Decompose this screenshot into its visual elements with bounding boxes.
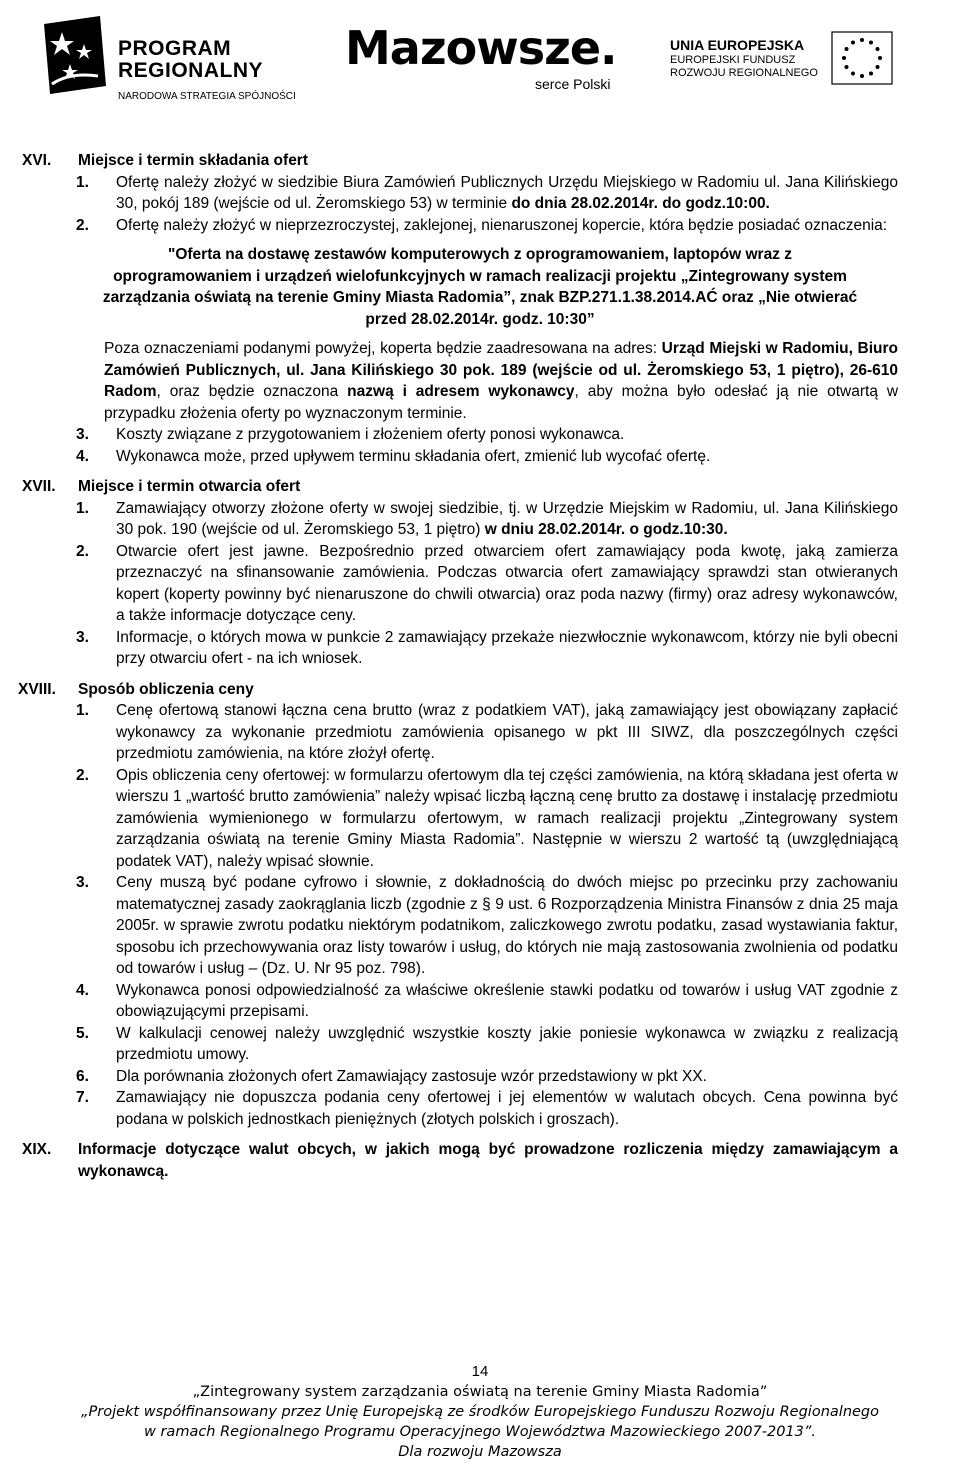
section-xvi (0, 150, 960, 467)
address-paragraph (104, 338, 898, 424)
footer-cofinancing-line: „Projekt współfinansowany przez Unię Europejską ze środków Europejskiego Funduszu Rozwoju Regionalnego (80, 1404, 880, 1420)
program-regionalny-logo (40, 14, 320, 102)
section-number: XVIII. (18, 680, 56, 698)
item-number: 2. (76, 216, 89, 234)
item-text: Cenę ofertową stanowi łączna cena brutto (wraz z podatkiem VAT), jaką zamawiający jest obowiązany zapłacić wykonawcy za wykonanie przedmiotu zamówienia opisanego w pkt III SIWZ, dla poszczególnych części przedmiotu zamówienia, na które złożył ofertę. (116, 702, 898, 762)
address-bold-name: nazwą i adresem wykonawcy (347, 383, 575, 400)
page-header (0, 0, 960, 110)
eu-logo-line1: UNIA EUROPEJSKA (670, 37, 805, 53)
section-title: Informacje dotyczące walut obcych, w jakich mogą być prowadzone rozliczenia między zamawiającym a wykonawcą. (78, 1141, 898, 1180)
list-item (76, 980, 898, 1023)
mazowsze-wordmark: Mazowsze. (345, 21, 617, 75)
address-intro: Poza oznaczeniami podanymi powyżej, koperta będzie zaadresowana na adres: (104, 340, 662, 357)
section-title: Miejsce i termin składania ofert (78, 152, 309, 169)
item-text: W kalkulacji cenowej należy uwzględnić wszystkie koszty jakie poniesie wykonawca w związku z realizacją przedmiotu umowy. (116, 1024, 898, 1063)
program-regionalny-emblem-icon (40, 14, 110, 98)
item-number: 6. (76, 1067, 89, 1085)
footer-project-name: „Zintegrowany system zarządzania oświatą na terenie Gminy Miasta Radomia” (192, 1384, 768, 1400)
list-item (76, 1087, 898, 1130)
section-xvii (0, 476, 960, 670)
item-text: Opis obliczenia ceny ofertowej: w formularzu ofertowym dla tej części zamówienia, na którą składana jest oferta w wierszu 1 „wartość brutto zamówienia” należy wpisać liczbą łączną cenę brutto za dostawę i instalację przedmiotu zamówienia wymienionego w formularzu ofertowym, w ramach realizacji projektu „Zintegrowany system zarządzania oświatą na terenie Gminy Miasta Radomia”. Następnie w wierszu 2 wartość tą (uwzględniającą podatek VAT), należy wpisać słownie. (116, 766, 898, 870)
list-item (76, 765, 898, 873)
item-number: 4. (76, 981, 89, 999)
eu-stars-flag-icon (830, 30, 894, 86)
list-item (76, 700, 898, 765)
item-number: 1. (76, 173, 89, 191)
list-item (76, 172, 898, 215)
item-text: Informacje, o których mowa w punkcie 2 zamawiający przekaże niezwłocznie wykonawcom, którzy nie byli obecni przy otwarciu ofert - na ich wniosek. (116, 628, 898, 667)
section-xix (0, 1139, 960, 1182)
mazowsze-logo (345, 22, 635, 97)
item-number: 3. (76, 426, 89, 443)
section-title: Sposób obliczenia ceny (78, 680, 254, 698)
item-text: Wykonawca może, przed upływem terminu składania ofert, zmienić lub wycofać ofertę. (116, 447, 711, 465)
item-text: Ceny muszą być podane cyfrowo i słownie, z dokładnością do dwóch miejsc po przecinku przy zachowaniu matematycznej zasady zaokrąglania liczb (zgodnie z § 9 ust. 6 Rozporządzenia Ministra Finansów z dnia 25 maja 2005r. w sprawie zwrotu podatku niektórym podatnikom, zaliczkowego zwrotu podatku, zasad wystawiania faktur, sposobu ich przechowywania oraz listy towarów i usług, do których nie mają zastosowania zwolnienia od podatku od towarów i usług – (Dz. U. Nr 95 poz. 798). (116, 874, 898, 977)
list-item (76, 446, 898, 468)
list-item (76, 541, 898, 627)
item-number: 3. (76, 874, 89, 891)
page-footer (0, 1362, 960, 1462)
eu-logo (670, 38, 930, 84)
item-text: Wykonawca ponosi odpowiedzialność za właściwe określenie stawki podatku od towarów i usług VAT zgodnie z obowiązującymi przepisami. (116, 981, 898, 1020)
program-logo-line2: REGIONALNY (118, 59, 264, 82)
deadline-text: do dnia 28.02.2014r. do godz.10:00. (511, 195, 770, 212)
document-body (0, 150, 960, 1191)
section-title: Miejsce i termin otwarcia ofert (78, 478, 301, 495)
item-text: Ofertę należy złożyć w siedzibie Biura Zamówień Publicznych Urzędu Miejskiego w Radomiu ul. Jana Kilińskiego 30, pokój 189 (wejście od ul. Żeromskiego 53) w terminie (116, 173, 898, 212)
list-item (76, 872, 898, 980)
item-text: Zamawiający nie dopuszcza podania ceny ofertowej i jej elementów w walutach obcych. Cena powinna być podana w polskich jednostkach pieniężnych (złotych polskich i groszach). (116, 1089, 898, 1128)
eu-logo-line2: EUROPEJSKI FUNDUSZ (670, 54, 796, 66)
list-item (76, 215, 898, 237)
item-text: Otwarcie ofert jest jawne. Bezpośrednio przed otwarciem ofert zamawiający poda kwotę, jaką zamierza przeznaczyć na sfinansowanie zamówienia. Podczas otwarcia ofert zamawiający sprawdzi stan otwieranych kopert (koperty powinny być nienaruszone do chwili otwarcia) oraz poda nazwy (firmy) oraz adresy wykonawców, a także informacje dotyczące ceny. (116, 542, 898, 624)
footer-programme-line: w ramach Regionalnego Programu Operacyjnego Województwa Mazowieckiego 2007-2013”. (144, 1424, 816, 1440)
address-mid: , oraz będzie oznaczona (156, 383, 348, 400)
item-number: 5. (76, 1024, 89, 1042)
program-logo-line1: PROGRAM (118, 37, 232, 60)
item-text: Koszty związane z przygotowaniem i złożeniem oferty ponosi wykonawca. (116, 426, 625, 443)
item-number: 2. (76, 766, 89, 784)
opening-date-text: w dniu 28.02.2014r. o godz.10:30. (484, 521, 728, 538)
envelope-marking-quote: "Oferta na dostawę zestawów komputerowych z oprogramowaniem, laptopów wraz z oprogramowaniem i urządzeń wielofunkcyjnych w ramach realizacji projektu „Zintegrowany system zarządzania oświatą na terenie Gminy Miasta Radomia”, znak BZP.271.1.38.2014.AĆ oraz „Nie otwierać przed 28.02.2014r. godz. 10:30” (102, 246, 858, 328)
item-number: 4. (76, 447, 89, 465)
item-number: 2. (76, 542, 89, 560)
address-end: , aby można było odesłać ją nie otwartą w przypadku złożenia oferty po wyznaczonym terminie. (104, 383, 899, 422)
list-item (76, 498, 898, 541)
list-item (76, 1066, 898, 1088)
page-number: 14 (471, 1363, 489, 1380)
mazowsze-tagline: serce Polski (535, 76, 611, 92)
address-bold: Urząd Miejski w Radomiu, Biuro Zamówień Publicznych, ul. Jana Kilińskiego 30 pok. 189 (wejście od ul. Żeromskiego 53, 1 piętro), 26-610 Radom (104, 340, 898, 400)
program-logo-line3: NARODOWA STRATEGIA SPÓJNOŚCI (118, 91, 296, 102)
section-number: XIX. (22, 1141, 52, 1158)
item-text: Zamawiający otworzy złożone oferty w swojej siedzibie, tj. w Urzędzie Miejskim w Radomiu, ul. Jana Kilińskiego 30 pok. 190 (wejście od ul. Żeromskiego 53, 1 piętro) (116, 499, 898, 538)
list-item (76, 424, 898, 446)
list-item (76, 627, 898, 670)
item-number: 3. (76, 628, 89, 646)
footer-slogan: Dla rozwoju Mazowsza (398, 1444, 562, 1460)
item-number: 1. (76, 702, 89, 719)
item-text: Dla porównania złożonych ofert Zamawiający zastosuje wzór przedstawiony w pkt XX. (116, 1067, 707, 1085)
eu-logo-line3: ROZWOJU REGIONALNEGO (670, 67, 818, 79)
section-number: XVII. (22, 478, 56, 495)
item-number: 7. (76, 1089, 89, 1106)
list-item (76, 1023, 898, 1066)
section-number: XVI. (22, 152, 52, 169)
item-number: 1. (76, 499, 89, 517)
item-text: Ofertę należy złożyć w nieprzezroczystej, zaklejonej, nienaruszonej kopercie, która będzie posiadać oznaczenia: (116, 216, 888, 234)
section-xviii (0, 679, 960, 1131)
